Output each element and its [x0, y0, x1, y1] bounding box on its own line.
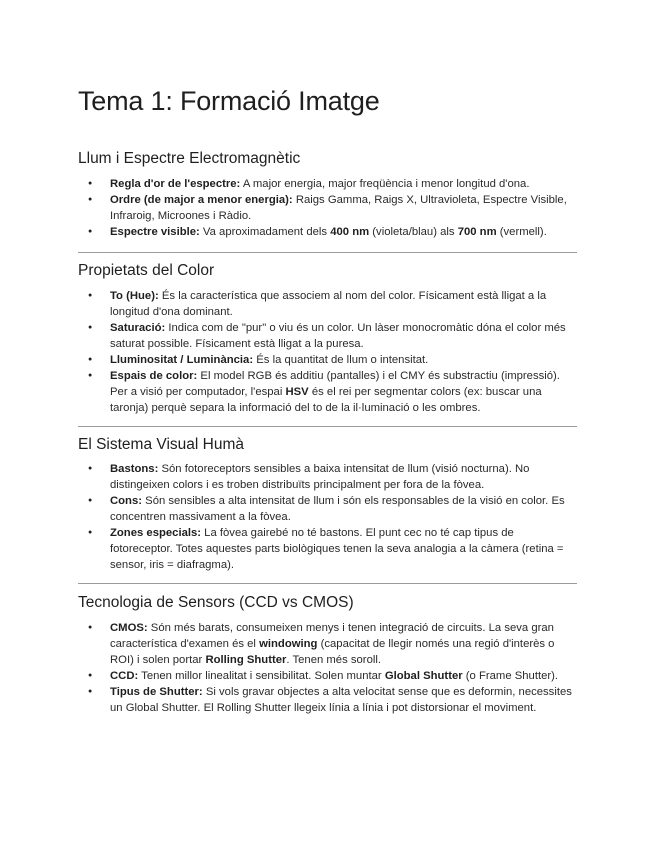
bold-text: Ordre (de major a menor energia):	[110, 194, 293, 206]
list-item	[78, 461, 577, 493]
bold-text: Saturació:	[110, 322, 166, 334]
section-heading: Propietats del Color	[78, 262, 215, 279]
body-text: (violeta/blau) als	[369, 226, 458, 238]
bold-text: Global Shutter	[384, 670, 463, 682]
list-item	[78, 668, 577, 684]
bold-text: Espectre visible:	[110, 226, 200, 238]
body-text: A major energia, major freqüència i menor longitud d'ona.	[240, 178, 530, 190]
body-text: Va aproximadament dels	[199, 226, 331, 238]
list-item	[78, 224, 577, 240]
list-item	[78, 320, 577, 352]
bold-text: windowing	[259, 638, 318, 650]
bullet-list	[78, 176, 577, 240]
body-text: (capacitat de llegir només una regió d'interès o ROI) i solen portar	[110, 638, 555, 666]
body-text: . Tenen més soroll.	[286, 654, 382, 666]
body-text: La fòvea gairebé no té bastons. El punt cec no té cap tipus de fotoreceptor. Totes aquestes parts biològiques tenen la seva analogia a la càmera (retina = sensor, iris = diafragma).	[110, 527, 564, 571]
body-text: Són fotoreceptors sensibles a baixa intensitat de llum (visió nocturna). No distingeixen colors i es troben distribuïts principalment per fora de la fòvea.	[110, 463, 530, 491]
section-heading: El Sistema Visual Humà	[78, 436, 244, 453]
list-item	[78, 192, 577, 224]
body-text: Són sensibles a alta intensitat de llum i són els responsables de la visió en color. Es concentren massivament a la fòvea.	[110, 495, 565, 523]
bullet-list	[78, 620, 577, 716]
body-text: Si vols gravar objectes a alta velocitat sense que es deformin, necessites un Global Shutter. El Rolling Shutter llegeix línia a línia i pot distorsionar el moviment.	[110, 686, 572, 714]
body-text: (vermell).	[496, 226, 547, 238]
bold-text: 400 nm	[330, 226, 370, 238]
body-text: Tenen millor linealitat i sensibilitat. Solen muntar	[138, 670, 385, 682]
list-item	[78, 620, 577, 668]
bold-text: Espais de color:	[110, 370, 198, 382]
body-text: És la quantitat de llum o intensitat.	[253, 354, 429, 366]
bold-text: HSV	[285, 386, 309, 398]
bold-text: Bastons:	[110, 463, 159, 475]
section-divider	[78, 252, 577, 253]
bullet-list	[78, 288, 577, 416]
bullet-list	[78, 461, 577, 573]
list-item	[78, 525, 577, 573]
body-text: És la característica que associem al nom del color. Físicament està lligat a la longitud d'ona dominant.	[110, 290, 547, 318]
bold-text: 700 nm	[457, 226, 497, 238]
bold-text: Lluminositat / Luminància:	[110, 354, 254, 366]
body-text: (o Frame Shutter).	[462, 670, 559, 682]
body-text: Són més barats, consumeixen menys i tenen integració de circuits. La seva gran característica d'examen és el	[110, 622, 554, 650]
list-item	[78, 352, 577, 368]
section-light-spectrum	[78, 149, 577, 240]
body-text: Raigs Gamma, Raigs X, Ultravioleta, Espectre Visible, Infraroig, Microones i Ràdio.	[110, 194, 567, 222]
section-divider	[78, 583, 577, 584]
body-text: El model RGB és additiu (pantalles) i el CMY és substractiu (impressió). Per a visió per computador, l'espai	[110, 370, 560, 398]
bold-text: Tipus de Shutter:	[110, 686, 203, 698]
list-item	[78, 176, 577, 192]
list-item	[78, 684, 577, 716]
bold-text: Cons:	[110, 495, 143, 507]
bold-text: Regla d'or de l'espectre:	[110, 178, 241, 190]
body-text: és el rei per segmentar colors (ex: buscar una taronja) perquè separa la informació del to de la il·luminació o les ombres.	[110, 386, 542, 414]
bold-text: CMOS:	[110, 622, 148, 634]
section-heading: Tecnologia de Sensors (CCD vs CMOS)	[78, 594, 354, 611]
section-heading: Llum i Espectre Electromagnètic	[78, 150, 301, 167]
list-item	[78, 368, 577, 416]
section-color-properties	[78, 261, 577, 416]
bold-text: CCD:	[110, 670, 139, 682]
list-item	[78, 493, 577, 525]
body-text: Indica com de "pur" o viu és un color. Un làser monocromàtic dóna el color més saturat possible. Físicament està lligat a la puresa.	[110, 322, 566, 350]
section-human-visual-system	[78, 435, 577, 573]
bold-text: Rolling Shutter	[205, 654, 287, 666]
page-title: Tema 1: Formació Imatge	[78, 86, 380, 116]
list-item	[78, 288, 577, 320]
bold-text: Zones especials:	[110, 527, 202, 539]
section-divider	[78, 426, 577, 427]
section-sensor-technology	[78, 593, 577, 716]
bold-text: To (Hue):	[110, 290, 159, 302]
